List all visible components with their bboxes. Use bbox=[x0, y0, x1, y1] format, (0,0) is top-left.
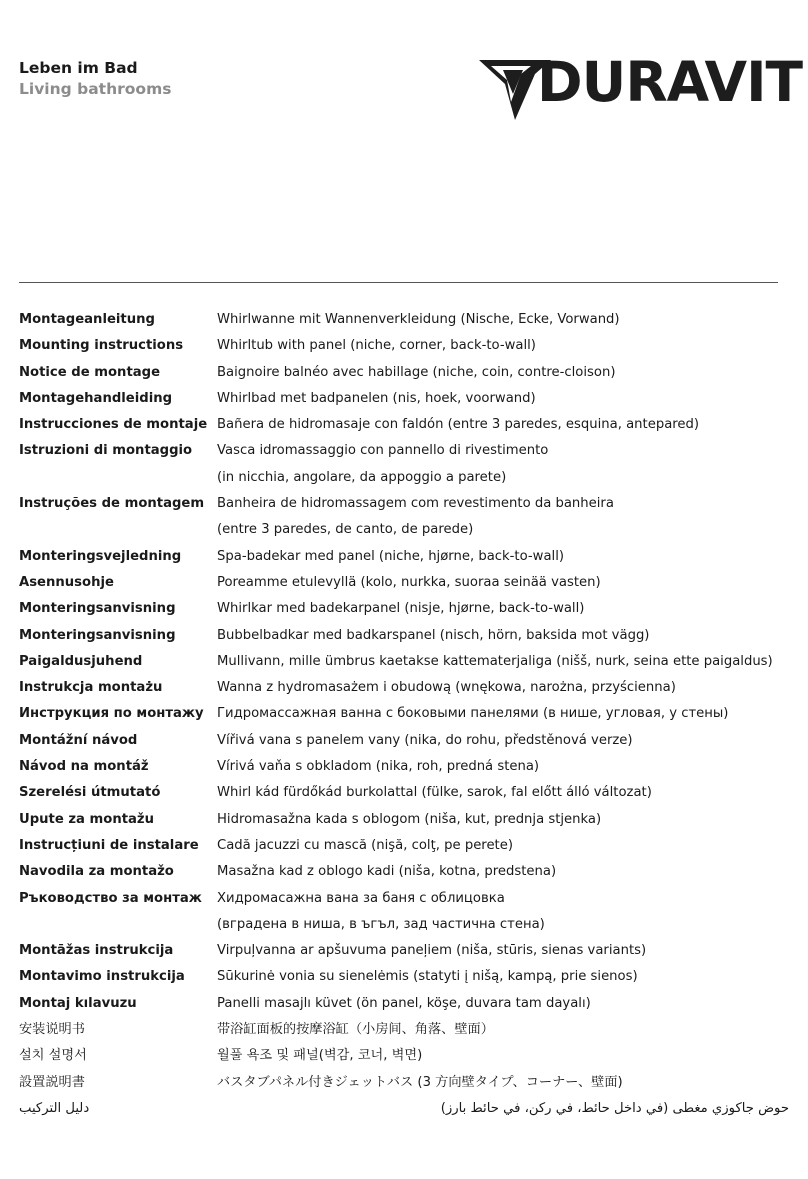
row-description-line: 월풀 욕조 및 패널(벽감, 코너, 벽면) bbox=[217, 1048, 423, 1064]
row-title: Asennusohje bbox=[19, 574, 114, 590]
row-description-line: حوض جاكوزي مغطى (في داخل حائط، في ركن، في حائط بارز) bbox=[440, 1100, 789, 1116]
row-description-line: (entre 3 paredes, de canto, de parede) bbox=[217, 522, 474, 538]
language-row bbox=[19, 754, 789, 780]
row-title: Montaj kılavuzu bbox=[19, 995, 137, 1011]
row-description bbox=[217, 623, 789, 649]
row-title: 설치 설명서 bbox=[19, 1048, 87, 1064]
row-description bbox=[217, 570, 789, 596]
row-description-line: Baignoire balnéo avec habillage (niche, coin, contre-cloison) bbox=[217, 364, 616, 380]
duravit-logo bbox=[477, 44, 803, 122]
row-description-line: (in nicchia, angolare, da appoggio a parete) bbox=[217, 469, 507, 485]
row-title: Návod na montáž bbox=[19, 759, 149, 775]
language-row bbox=[19, 859, 789, 885]
row-description-line: Poreamme etulevyllä (kolo, nurkka, suoraa seinää vasten) bbox=[217, 574, 601, 590]
row-description bbox=[217, 1017, 789, 1043]
language-row bbox=[19, 1043, 789, 1069]
row-description-line: Vířivá vana s panelem vany (nika, do rohu, předstěnová verze) bbox=[217, 732, 633, 748]
row-description bbox=[217, 1043, 789, 1069]
language-row bbox=[19, 1017, 789, 1043]
row-title: Instrucțiuni de instalare bbox=[19, 837, 199, 853]
language-row bbox=[19, 596, 789, 622]
row-title: Szerelési útmutató bbox=[19, 785, 161, 801]
row-title: Monteringsanvisning bbox=[19, 627, 176, 643]
language-row bbox=[19, 412, 789, 438]
language-row bbox=[19, 438, 789, 491]
language-row bbox=[19, 991, 789, 1017]
language-row bbox=[19, 386, 789, 412]
row-description-line: Cadă jacuzzi cu mască (nişă, colţ, pe perete) bbox=[217, 837, 513, 853]
row-description bbox=[217, 596, 789, 622]
row-title: Montāžas instrukcija bbox=[19, 943, 174, 959]
row-title: Monteringsanvisning bbox=[19, 601, 176, 617]
row-description bbox=[217, 438, 789, 491]
row-description-line: Гидромассажная ванна с боковыми панелями (в нише, угловая, у стены) bbox=[217, 706, 729, 722]
row-description bbox=[217, 649, 789, 675]
row-description-line: (вградена в ниша, в ъгъл, зад частична стена) bbox=[217, 916, 545, 932]
row-description-line: Wanna z hydromasażem i obudową (wnękowa, narożna, przyścienna) bbox=[217, 680, 676, 696]
language-row bbox=[19, 807, 789, 833]
row-description-line: Bañera de hidromasaje con faldón (entre 3 paredes, esquina, antepared) bbox=[217, 417, 700, 433]
row-description bbox=[217, 360, 789, 386]
row-description-line: Whirl kád fürdőkád burkolattal (fülke, sarok, fal előtt álló változat) bbox=[217, 785, 652, 801]
row-description bbox=[217, 675, 789, 701]
row-description-line: Vírivá vaňa s obkladom (nika, roh, predná stena) bbox=[217, 759, 540, 775]
language-row bbox=[19, 886, 789, 939]
language-row bbox=[19, 1096, 789, 1122]
brand-tagline bbox=[19, 58, 171, 100]
row-description bbox=[217, 754, 789, 780]
row-description bbox=[217, 412, 789, 438]
language-row bbox=[19, 649, 789, 675]
row-description-line: Vasca idromassaggio con pannello di rivestimento bbox=[217, 443, 549, 459]
row-description bbox=[217, 1070, 789, 1096]
row-title: Ръководство за монтаж bbox=[19, 890, 202, 906]
row-description-line: 带浴缸面板的按摩浴缸（小房间、角落、壁面） bbox=[217, 1022, 494, 1038]
row-description bbox=[217, 938, 789, 964]
row-title: 安装说明书 bbox=[19, 1022, 85, 1038]
row-description bbox=[217, 964, 789, 990]
language-row bbox=[19, 1070, 789, 1096]
language-row bbox=[19, 964, 789, 990]
language-row bbox=[19, 701, 789, 727]
row-description bbox=[217, 544, 789, 570]
header-divider bbox=[19, 282, 778, 283]
row-description-line: Banheira de hidromassagem com revestimento da banheira bbox=[217, 496, 614, 512]
row-description-line: Panelli masajlı küvet (ön panel, köşe, duvara tam dayalı) bbox=[217, 995, 591, 1011]
row-title: Instrukcja montażu bbox=[19, 680, 163, 696]
row-description-line: Sūkurinė vonia su sienelėmis (statyti į nišą, kampą, prie sienos) bbox=[217, 969, 638, 985]
row-description bbox=[217, 333, 789, 359]
row-title: Инструкция по монтажу bbox=[19, 706, 204, 722]
row-title: Montageanleitung bbox=[19, 312, 155, 327]
language-row bbox=[19, 544, 789, 570]
row-title: Monteringsvejledning bbox=[19, 548, 182, 564]
language-row bbox=[19, 491, 789, 544]
row-description bbox=[217, 701, 789, 727]
row-description-line: Mullivann, mille ümbrus kaetakse kattematerjaliga (nišš, nurk, seina ette paigaldus) bbox=[217, 653, 773, 669]
row-description bbox=[217, 859, 789, 885]
language-list bbox=[19, 307, 789, 1122]
language-row bbox=[19, 780, 789, 806]
row-title: Montagehandleiding bbox=[19, 390, 173, 406]
row-description-line: Whirlbad met badpanelen (nis, hoek, voorwand) bbox=[217, 390, 536, 406]
row-title: Navodila za montažo bbox=[19, 864, 174, 880]
language-row bbox=[19, 333, 789, 359]
row-description bbox=[217, 1096, 789, 1122]
row-title: Instruções de montagem bbox=[19, 496, 205, 512]
row-title: Istruzioni di montaggio bbox=[19, 443, 193, 459]
language-row bbox=[19, 728, 789, 754]
language-row bbox=[19, 938, 789, 964]
language-row bbox=[19, 570, 789, 596]
language-row bbox=[19, 623, 789, 649]
language-row bbox=[19, 675, 789, 701]
row-description-line: Bubbelbadkar med badkarspanel (nisch, hörn, baksida mot vägg) bbox=[217, 627, 650, 643]
row-description bbox=[217, 728, 789, 754]
row-description bbox=[217, 491, 789, 544]
row-description-line: バスタブパネル付きジェットバス (3 方向壁タイプ、コーナー、壁面) bbox=[217, 1074, 623, 1090]
language-row bbox=[19, 307, 789, 333]
row-description bbox=[217, 807, 789, 833]
row-title: 設置説明書 bbox=[19, 1074, 85, 1090]
language-row bbox=[19, 833, 789, 859]
row-description bbox=[217, 780, 789, 806]
row-description bbox=[217, 307, 789, 333]
row-title: Mounting instructions bbox=[19, 338, 184, 354]
row-title: دليل التركيب bbox=[19, 1100, 90, 1116]
tagline-english: Living bathrooms bbox=[19, 80, 172, 98]
row-description-line: Spa-badekar med panel (niche, hjørne, back-to-wall) bbox=[217, 548, 565, 564]
row-description-line: Хидромасажна вана за баня с облицовка bbox=[217, 890, 505, 906]
row-description-line: Hidromasažna kada s oblogom (niša, kut, prednja stjenka) bbox=[217, 811, 602, 827]
row-description bbox=[217, 386, 789, 412]
tagline-german: Leben im Bad bbox=[19, 59, 138, 77]
row-description bbox=[217, 833, 789, 859]
logo-wordmark: DURAVIT bbox=[537, 50, 803, 114]
language-row bbox=[19, 360, 789, 386]
row-title: Upute za montažu bbox=[19, 811, 154, 827]
row-description-line: Masažna kad z oblogo kadi (niša, kotna, predstena) bbox=[217, 864, 557, 880]
row-description-line: Virpuļvanna ar apšuvuma paneļiem (niša, stūris, sienas variants) bbox=[217, 943, 647, 959]
row-title: Instrucciones de montaje bbox=[19, 417, 208, 433]
row-title: Montážní návod bbox=[19, 732, 138, 748]
row-description-line: Whirlwanne mit Wannenverkleidung (Nische, Ecke, Vorwand) bbox=[217, 312, 620, 327]
row-title: Notice de montage bbox=[19, 364, 161, 380]
row-description-line: Whirltub with panel (niche, corner, back-to-wall) bbox=[217, 338, 536, 354]
row-description bbox=[217, 886, 789, 939]
row-description-line: Whirlkar med badekarpanel (nisje, hjørne, back-to-wall) bbox=[217, 601, 585, 617]
row-title: Paigaldusjuhend bbox=[19, 653, 143, 669]
row-title: Montavimo instrukcija bbox=[19, 969, 185, 985]
row-description bbox=[217, 991, 789, 1017]
